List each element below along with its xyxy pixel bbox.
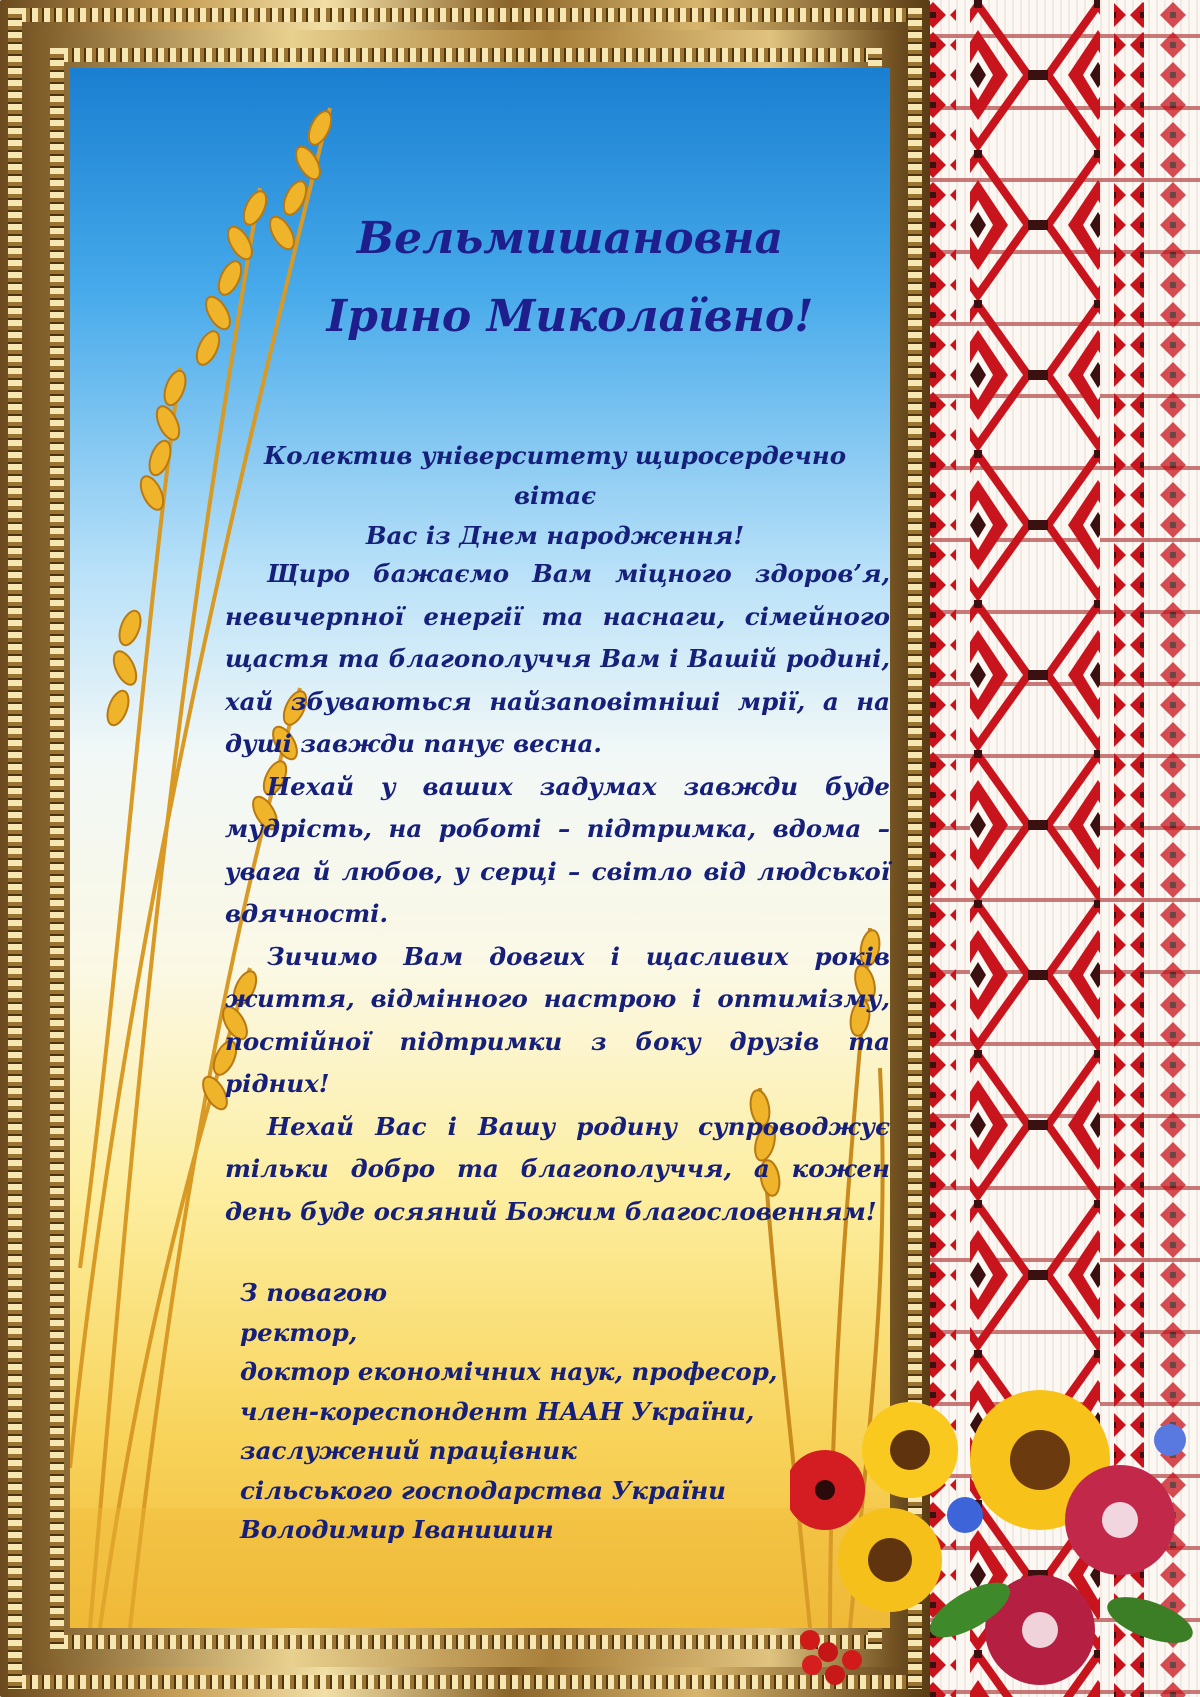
intro-text (220, 436, 890, 556)
signature-line: заслужений працівник (240, 1436, 577, 1465)
salutation-line-2: Ірино Миколаївно! (326, 291, 814, 342)
signature-line: член-кореспондент НААН України, (240, 1396, 755, 1426)
signature-block (240, 1273, 860, 1550)
signature-line: доктор економічних наук, професор, (240, 1357, 778, 1386)
signature-line: З повагою (240, 1278, 387, 1307)
sunflower-icon (862, 1402, 958, 1498)
wishes-paragraph: Зичимо Вам довгих і щасливих років життя, відмінного настрою і оптимізму, постійної підтримки з боку друзів та рідних! (225, 941, 890, 1098)
wishes-body (225, 553, 890, 1233)
salutation (300, 200, 840, 356)
wishes-paragraph: Щиро бажаємо Вам міцного здоров’я, невичерпної енергії та наснаги, сімейного щастя та благополуччя Вам і Вашій родині, хай збуваються найзаповітніші мрії, а на душі завжди панує весна. (225, 559, 890, 758)
salutation-line-1: Вельмишановна (356, 213, 784, 264)
signature-line: ректор, (240, 1317, 358, 1347)
flower-bouquet (790, 1380, 1200, 1697)
intro-line-1: Колектив університету щиросердечно вітає (263, 441, 847, 510)
signature-line: сільського господарства України (240, 1475, 726, 1505)
signature-name: Володимир Іванишин (240, 1515, 554, 1544)
poppy-icon (790, 1450, 865, 1530)
intro-line-2: Вас із Днем народження! (365, 521, 745, 550)
wishes-paragraph: Нехай у ваших задумах завжди буде мудрість, на роботі – підтримка, вдома – увага й любов, у серці – світло від людської вдячності. (225, 771, 890, 928)
wishes-paragraph: Нехай Вас і Вашу родину супроводжує тільки добро та благополуччя, а кожен день буде осяяний Божим благословенням! (225, 1111, 890, 1226)
sunflower-icon (838, 1508, 942, 1612)
viburnum-berries-icon (800, 1630, 862, 1685)
